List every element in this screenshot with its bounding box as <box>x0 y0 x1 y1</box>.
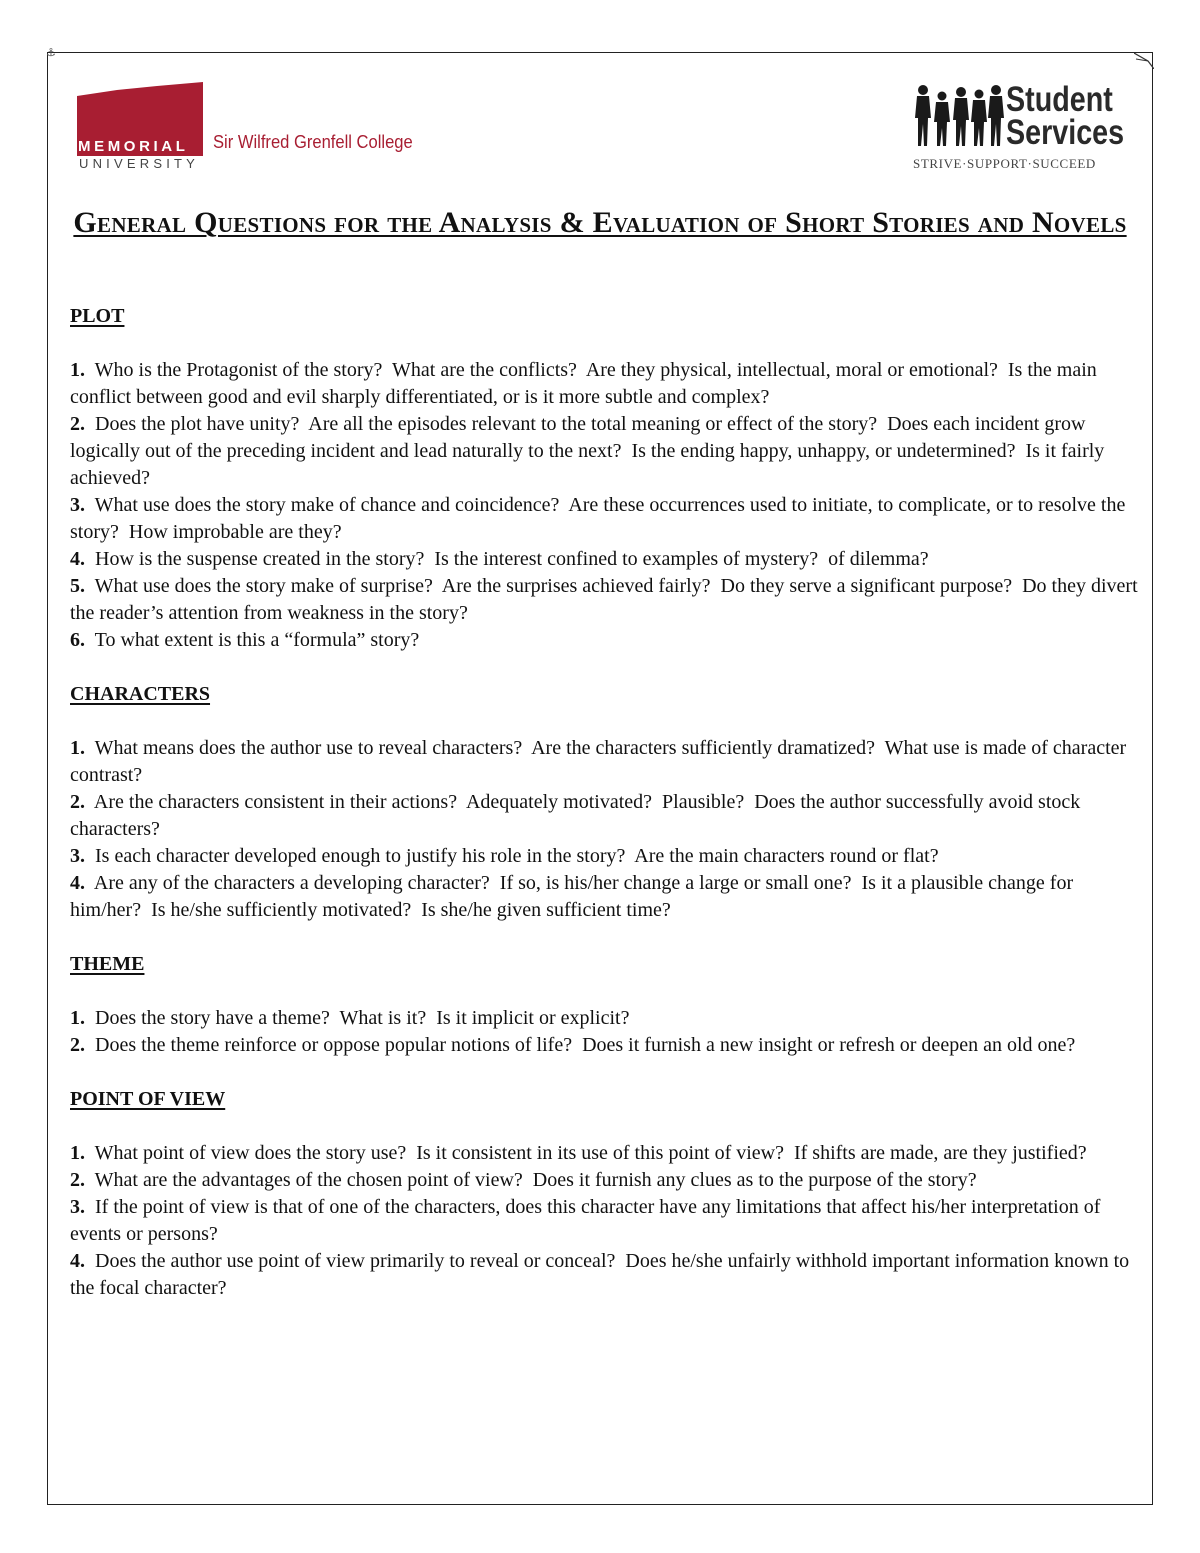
question-item <box>70 843 1140 870</box>
memorial-wordmark: MEMORIAL <box>78 138 189 155</box>
question-text: What use does the story make of surprise? Are the surprises achieved fairly? Do they serve a significant purpose? Do they divert the reader’s attention from weakness in the story? <box>70 575 1143 624</box>
question-item <box>70 627 1140 654</box>
question-text: What are the advantages of the chosen point of view? Does it furnish any clues as to the purpose of the story? <box>94 1169 977 1191</box>
question-text: Who is the Protagonist of the story? What are the conflicts? Are they physical, intellectual, moral or emotional? Is the main conflict between good and evil sharply differentiated, or is it more subtle and complex? <box>70 359 1102 408</box>
question-item <box>70 1194 1140 1248</box>
university-wordmark: UNIVERSITY <box>79 156 200 171</box>
section-heading: CHARACTERS <box>70 683 211 705</box>
question-text: If the point of view is that of one of the characters, does this character have any limitations that affect his/her interpretation of events or persons? <box>70 1196 1106 1245</box>
question-text: Is each character developed enough to justify his role in the story? Are the main characters round or flat? <box>95 845 939 867</box>
section-plot <box>70 303 1143 654</box>
question-number: 1. <box>70 1007 85 1029</box>
section-heading: THEME <box>70 953 145 975</box>
people-silhouettes-icon <box>913 84 1005 148</box>
folded-corner-icon <box>1134 53 1154 69</box>
document-title: General Questions for the Analysis & Evaluation of Short Stories and Novels <box>73 206 1127 239</box>
question-text: What use does the story make of chance and coincidence? Are these occurrences used to initiate, to complicate, or to resolve the story? How improbable are they? <box>70 494 1131 543</box>
question-item <box>70 735 1140 789</box>
section-heading: POINT OF VIEW <box>70 1088 226 1110</box>
question-number: 3. <box>70 845 85 867</box>
question-item <box>70 492 1140 546</box>
student-services-title-line1: Student <box>1006 80 1113 119</box>
question-number: 6. <box>70 629 85 651</box>
question-text: Does the story have a theme? What is it? Is it implicit or explicit? <box>95 1007 630 1029</box>
question-item <box>70 546 1140 573</box>
section-theme <box>70 951 1140 1059</box>
question-number: 2. <box>70 1169 85 1191</box>
document-body <box>70 303 1143 1329</box>
question-text: What point of view does the story use? Is it consistent in its use of this point of view? If shifts are made, are they justified? <box>94 1142 1087 1164</box>
question-text: Are the characters consistent in their actions? Adequately motivated? Plausible? Does the author successfully avoid stock characters? <box>70 791 1086 840</box>
memorial-flag-icon <box>77 82 203 138</box>
question-text: Does the theme reinforce or oppose popular notions of life? Does it furnish a new insight or refresh or deepen an old one? <box>95 1034 1076 1056</box>
section-heading: PLOT <box>70 305 125 327</box>
question-text: To what extent is this a “formula” story? <box>94 629 420 651</box>
question-number: 4. <box>70 1250 85 1272</box>
question-number: 5. <box>70 575 85 597</box>
question-number: 2. <box>70 413 85 435</box>
section-characters <box>70 681 1140 924</box>
question-number: 3. <box>70 494 85 516</box>
question-text: Are any of the characters a developing character? If so, is his/her change a large or small one? Is it a plausible change for him/her? Is he/she sufficiently motivated? Is she/he given sufficient time? <box>70 872 1079 921</box>
question-item <box>70 573 1143 627</box>
question-item <box>70 870 1140 924</box>
question-text: Does the plot have unity? Are all the episodes relevant to the total meaning or effect of the story? Does each incident grow logically out of the preceding incident and lead naturally to the next? Is the ending happy, unhappy, or undetermined? Is it fairly achieved? <box>70 413 1110 489</box>
question-number: 2. <box>70 1034 85 1056</box>
question-number: 4. <box>70 548 85 570</box>
question-number: 1. <box>70 359 85 381</box>
student-services-tagline: STRIVE·SUPPORT·SUCCEED <box>913 156 1096 171</box>
question-number: 1. <box>70 737 85 759</box>
memorial-university-logo <box>77 82 437 177</box>
section-point-of-view <box>70 1086 1140 1302</box>
question-item <box>70 1005 1140 1032</box>
question-item <box>70 411 1140 492</box>
student-services-title-line2: Services <box>1006 113 1125 152</box>
question-text: Does the author use point of view primarily to reveal or conceal? Does he/she unfairly withhold important information known to the focal character? <box>70 1250 1135 1299</box>
college-name: Sir Wilfred Grenfell College <box>213 132 413 152</box>
question-number: 4. <box>70 872 85 894</box>
question-item <box>70 1032 1140 1059</box>
question-item <box>70 1248 1140 1302</box>
question-item <box>70 357 1140 411</box>
question-number: 2. <box>70 791 85 813</box>
question-item <box>70 789 1140 843</box>
student-services-logo <box>913 82 1128 174</box>
question-number: 1. <box>70 1142 85 1164</box>
question-item <box>70 1140 1140 1167</box>
question-number: 3. <box>70 1196 85 1218</box>
anchor-icon: ⚓ <box>46 46 56 59</box>
question-text: How is the suspense created in the story? Is the interest confined to examples of mystery? of dilemma? <box>95 548 929 570</box>
question-text: What means does the author use to reveal characters? Are the characters sufficiently dramatized? What use is made of character contrast? <box>70 737 1132 786</box>
question-item <box>70 1167 1140 1194</box>
